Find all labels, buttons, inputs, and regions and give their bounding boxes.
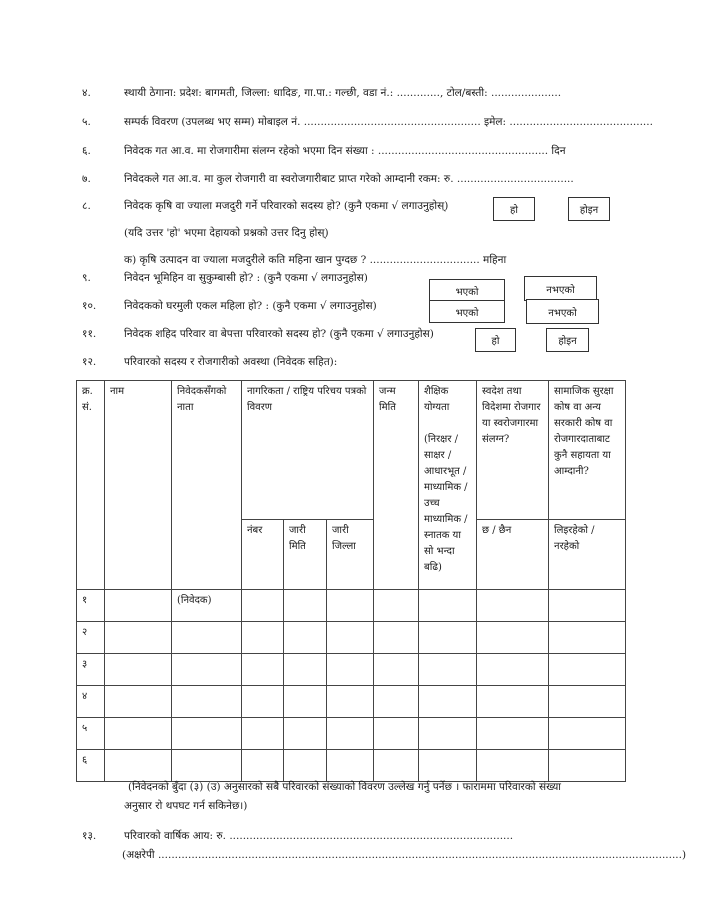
header-name: नाम — [105, 381, 172, 590]
header-serial: क्र. सं. — [77, 381, 105, 590]
header-social-security-options: लिइरहेको / नरहेको — [549, 520, 626, 590]
item-number: ७. — [82, 173, 91, 185]
no-checkbox-8[interactable]: होइन — [568, 197, 610, 221]
item-number: १३. — [82, 830, 97, 842]
landless-question: निवेदन भूमिहिन वा सुकुम्बासी हो? : (कुनै एकमा √ लगाउनुहोस) — [124, 272, 368, 284]
table-row: ५ — [77, 718, 626, 750]
answer-note: (यदि उत्तर 'हो' भएमा देहायको प्रश्नको उत्तर दिनु होस्) — [124, 227, 329, 239]
yes-checkbox-9[interactable]: भएको — [429, 279, 505, 302]
annual-income-line: परिवारको वार्षिक आय: रु. ..................................................................................... — [124, 830, 514, 842]
item-number: १२. — [82, 356, 97, 368]
single-woman-question: निवेदकको घरमुली एकल महिला हो? : (कुनै एकमा √ लगाउनुहोस) — [124, 300, 377, 312]
item-number: ५. — [82, 116, 91, 128]
table-note-line-1: (निवेदनको बुँदा (३) (उ) अनुसारको सबै परिवारको संख्याको विवरण उल्लेख गर्नु पर्नेछ । फाराममा परिवारको संख्या — [128, 781, 562, 793]
item-number: ४. — [82, 87, 91, 99]
income-line: निवेदकले गत आ.व. मा कुल रोजगारी वा स्वरोजगारीबाट प्राप्त गरेको आम्दानी रकम: रु. ................................... — [124, 173, 574, 185]
table-row: ४ — [77, 686, 626, 718]
agriculture-question: निवेदक कृषि वा ज्याला मजदुरी गर्ने परिवारको सदस्य हो? (कुनै एकमा √ लगाउनुहोस्) — [124, 200, 449, 212]
header-birth-date: जन्म मिति — [374, 381, 419, 590]
header-issue-district: जारी जिल्ला — [327, 520, 374, 590]
amount-in-words-line: (अक्षरेपी .............................................................................................................................................................) — [122, 849, 687, 861]
yes-checkbox-10[interactable]: भएको — [429, 300, 505, 323]
table-row: ६ — [77, 750, 626, 782]
yes-checkbox-8[interactable]: हो — [493, 197, 535, 221]
item-number: ११. — [82, 328, 97, 340]
table-note-line-2: अनुसार रो थपघट गर्न सकिनेछ।) — [124, 800, 248, 812]
employment-days-line: निवेदक गत आ.व. मा रोजगारीमा संलग्न रहेको भएमा दिन संख्या : ................................................... दिन — [124, 145, 566, 157]
martyr-family-question: निवेदक शहिद परिवार वा बेपत्ता परिवारको सदस्य हो? (कुनै एकमा √ लगाउनुहोस) — [124, 328, 434, 340]
header-employment-options: छ / छैन — [477, 520, 549, 590]
family-members-table — [76, 380, 626, 782]
header-citizenship: नागरिकता / राष्ट्रिय परिचय पत्रको विवरण — [242, 381, 374, 520]
header-social-security: सामाजिक सुरक्षा कोष वा अन्य सरकारी कोष वा रोजगारदाताबाट कुनै सहायता या आम्दानी? — [549, 381, 626, 520]
months-food-line: क) कृषि उत्पादन वा ज्याला मजदुरीले कति महिना खान पुग्दछ ? ................................. महिना — [124, 254, 507, 266]
header-issue-date: जारी मिति — [284, 520, 327, 590]
item-number: ८. — [82, 200, 91, 212]
permanent-address-line: स्थायी ठेगाना: प्रदेश: बागमती, जिल्ला: धादिङ, गा.पा.: गल्छी, वडा नं.: ............., टोल/बस्ती: ..................... — [124, 87, 562, 99]
item-number: ९. — [82, 272, 91, 284]
table-row: २ — [77, 622, 626, 654]
item-number: १०. — [82, 300, 97, 312]
item-number: ६. — [82, 145, 91, 157]
header-citizenship-number: नंबर — [242, 520, 284, 590]
family-table-title: परिवारको सदस्य र रोजगारीको अवस्था (निवेदक सहित): — [124, 356, 338, 368]
no-checkbox-11[interactable]: होइन — [546, 328, 589, 352]
no-checkbox-10[interactable]: नभएको — [526, 299, 599, 324]
header-employment: स्वदेश तथा विदेशमा रोजगार या स्वरोजगारमा संलग्न? — [477, 381, 549, 520]
no-checkbox-9[interactable]: नभएको — [524, 276, 597, 301]
header-relation: निवेदकसँगको नाता — [172, 381, 242, 590]
table-row: १ (निवेदक) — [77, 590, 626, 622]
header-education: शैक्षिक योग्यता (निरक्षर / साक्षर / आधारभूत / माध्यामिक / उच्च माध्यामिक / स्नातक या सो भन्दा बढि) — [419, 381, 477, 590]
contact-details-line: सम्पर्क विवरण (उपलब्ध भए सम्म) मोबाइल नं. ..................................................... इमेल: ........................................... — [124, 116, 653, 128]
yes-checkbox-11[interactable]: हो — [475, 328, 516, 352]
table-row: ३ — [77, 654, 626, 686]
